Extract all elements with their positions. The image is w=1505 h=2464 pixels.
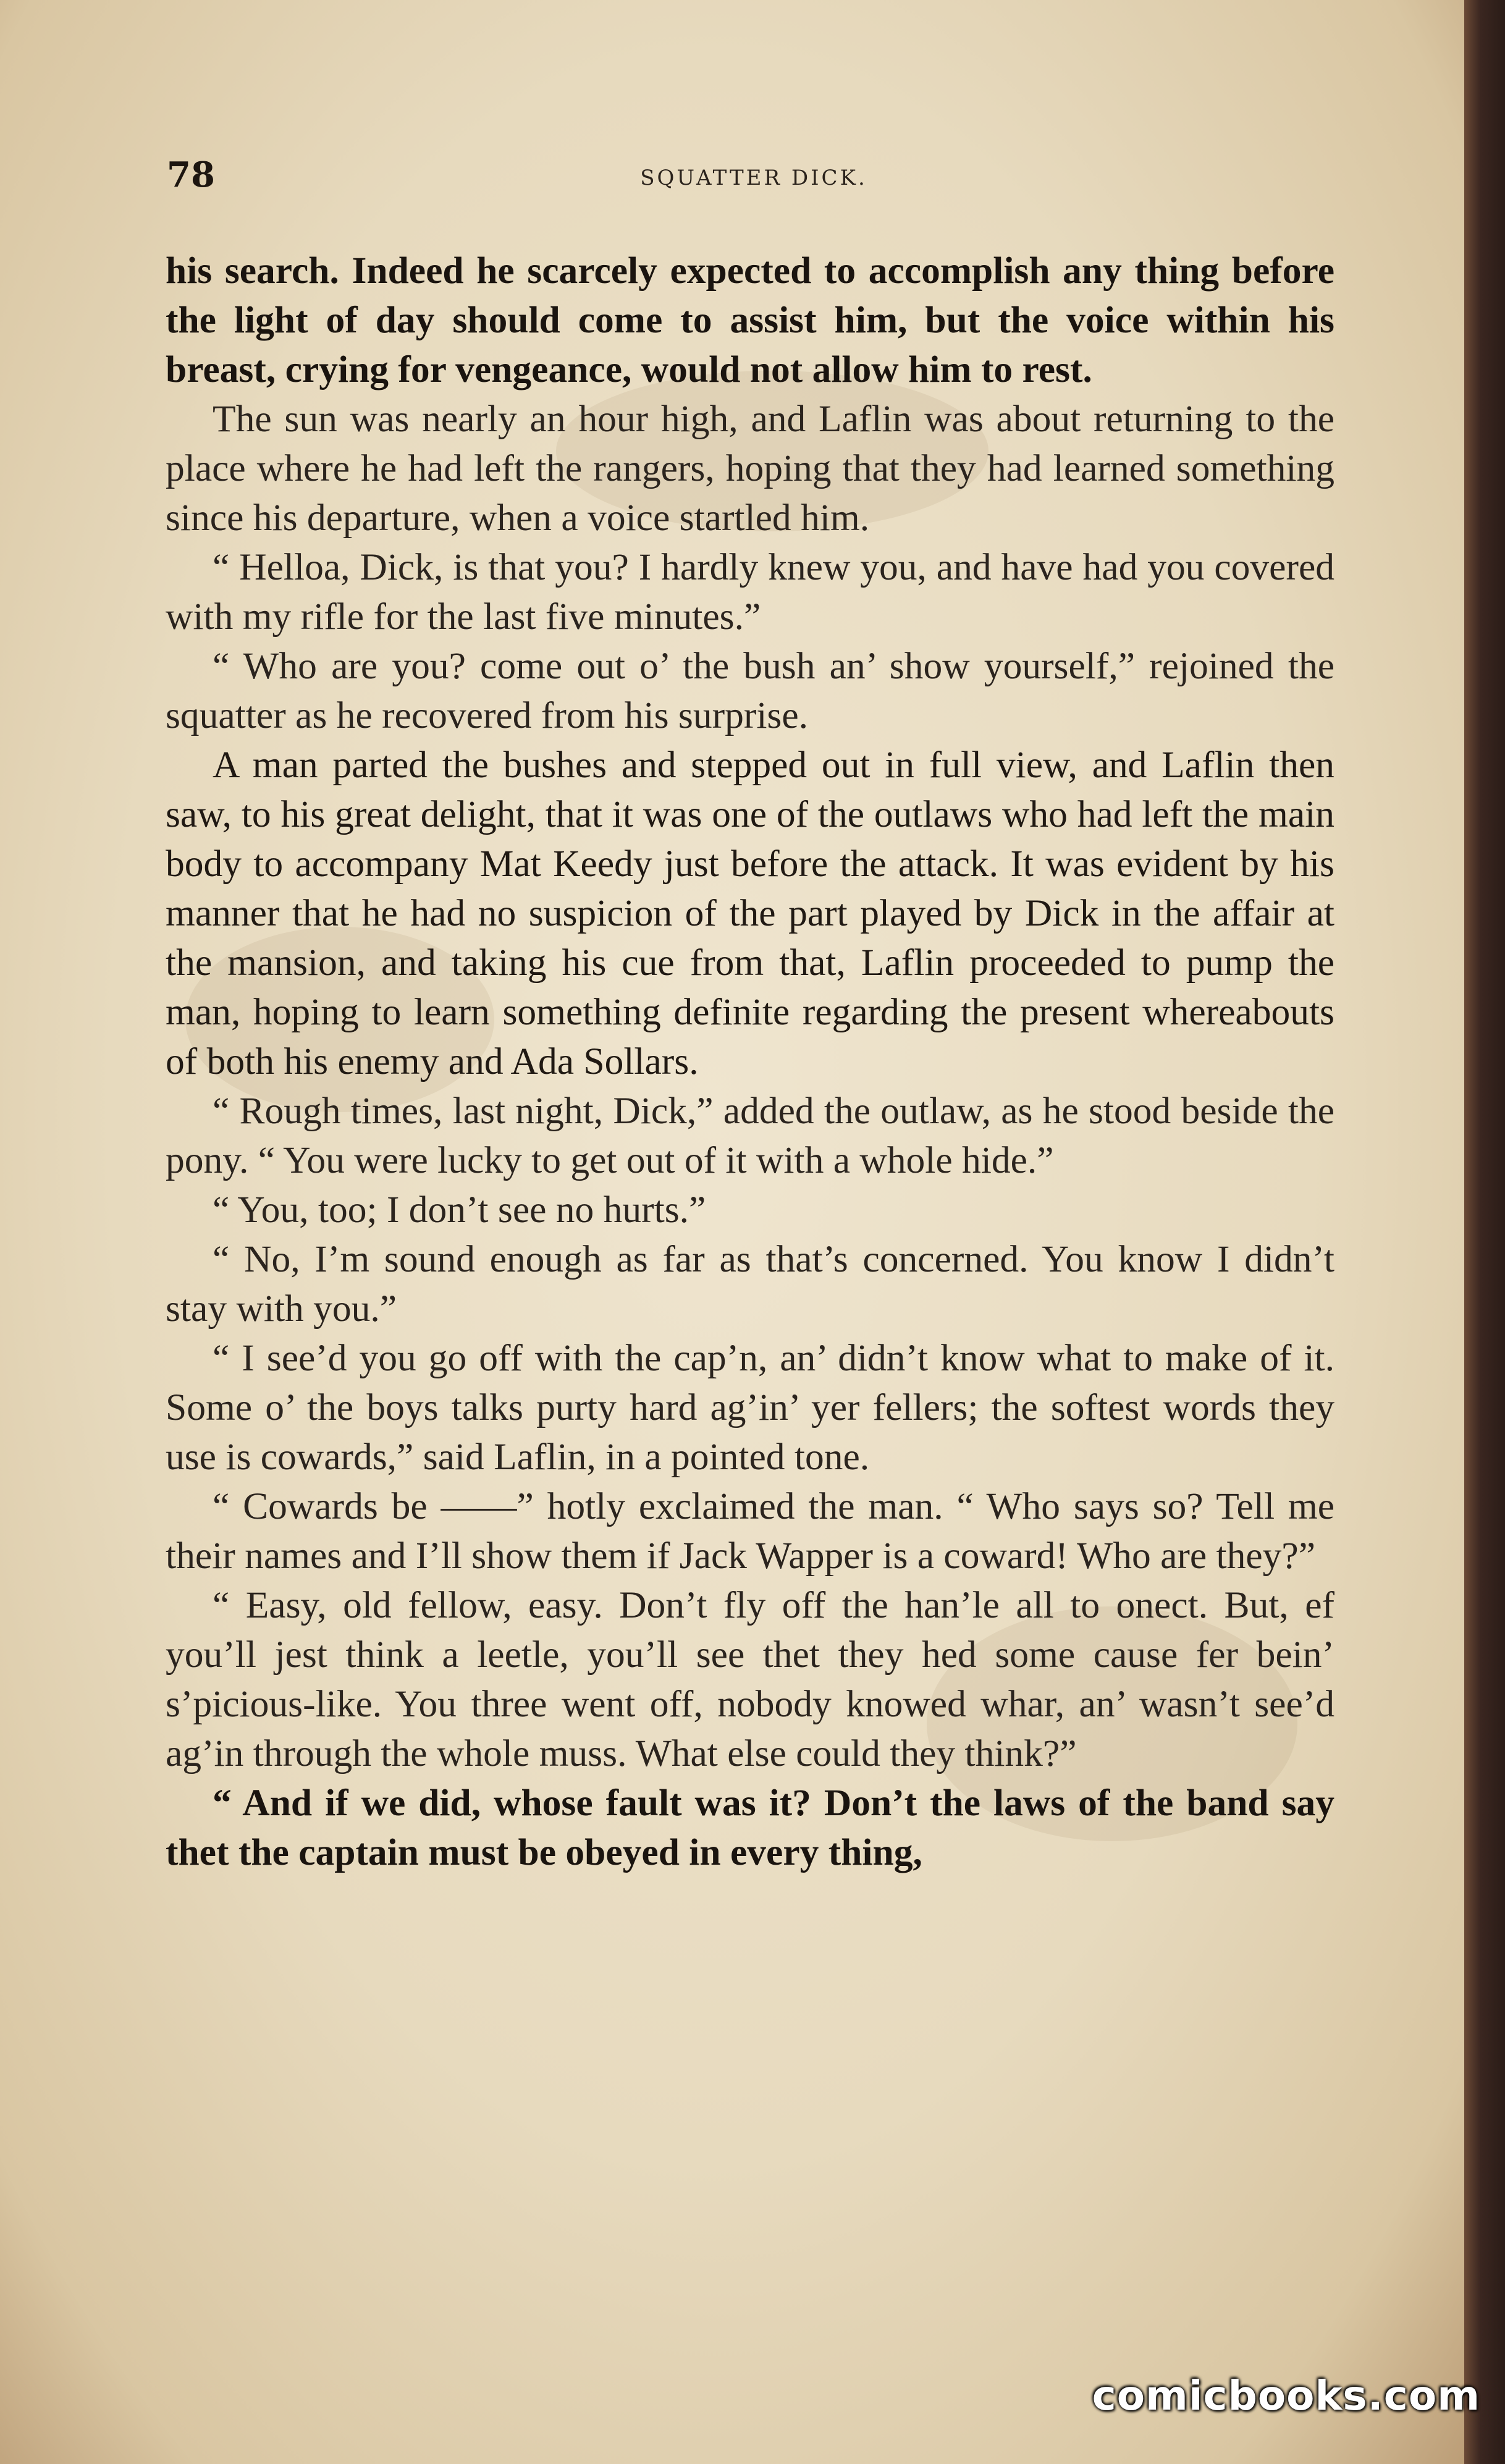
paragraph: “ Who are you? come out o’ the bush an’ show yourself,” rejoined the squatter as he recovered from his surprise. [166, 645, 1334, 736]
paragraph: “ I see’d you go off with the cap’n, an’ didn’t know what to make of it. Some o’ the boys talks purty hard ag’in’ yer fellers; the softest words they use is cowards,” said Laflin, in a pointed tone. [166, 1337, 1334, 1478]
page-edge [1464, 0, 1505, 2464]
paragraph: “ Cowards be ——” hotly exclaimed the man. “ Who says so? Tell me their names and I’ll show them if Jack Wapper is a coward! Who are they?” [166, 1485, 1334, 1577]
paragraph: “ Rough times, last night, Dick,” added the outlaw, as he stood beside the pony. “ You were lucky to get out of it with a whole hide.” [166, 1090, 1334, 1181]
paragraph: “ Helloa, Dick, is that you? I hardly knew you, and have had you covered with my rifle for the last five minutes.” [166, 546, 1334, 638]
paragraph: “ And if we did, whose fault was it? Don’t the laws of the band say thet the captain must be obeyed in every thing, [166, 1782, 1334, 1873]
page-header [167, 154, 1341, 210]
page-body [166, 246, 1334, 1877]
paragraph: The sun was nearly an hour high, and Laflin was about returning to the place where he had left the rangers, hoping that they had learned something since his departure, when a voice startled him. [166, 398, 1334, 539]
paragraph: A man parted the bushes and stepped out in full view, and Laflin then saw, to his great delight, that it was one of the outlaws who had left the main body to accompany Mat Keedy just before the attack. It was evident by his manner that he had no suspicion of the part played by Dick in the affair at the mansion, and taking his cue from that, Laflin proceeded to pump the man, hoping to learn something definite regarding the present whereabouts of both his enemy and Ada Sollars. [166, 744, 1334, 1082]
paragraph: “ No, I’m sound enough as far as that’s concerned. You know I didn’t stay with you.” [166, 1238, 1334, 1330]
page-number: 78 [167, 154, 215, 195]
paragraph: his search. Indeed he scarcely expected to accomplish any thing before the light of day should come to assist him, but the voice within his breast, crying for vengeance, would not allow him to rest. [166, 250, 1334, 390]
paragraph: “ Easy, old fellow, easy. Don’t fly off the han’le all to onect. But, ef you’ll jest think a leetle, you’ll see thet they hed some cause fer bein’ s’picious-like. You three went off, nobody knowed whar, an’ wasn’t see’d ag’in through the whole muss. What else could they think?” [166, 1584, 1334, 1774]
paragraph: “ You, too; I don’t see no hurts.” [213, 1189, 706, 1231]
watermark: comicbooks.com [1092, 2372, 1480, 2420]
running-head: SQUATTER DICK. [640, 166, 867, 190]
